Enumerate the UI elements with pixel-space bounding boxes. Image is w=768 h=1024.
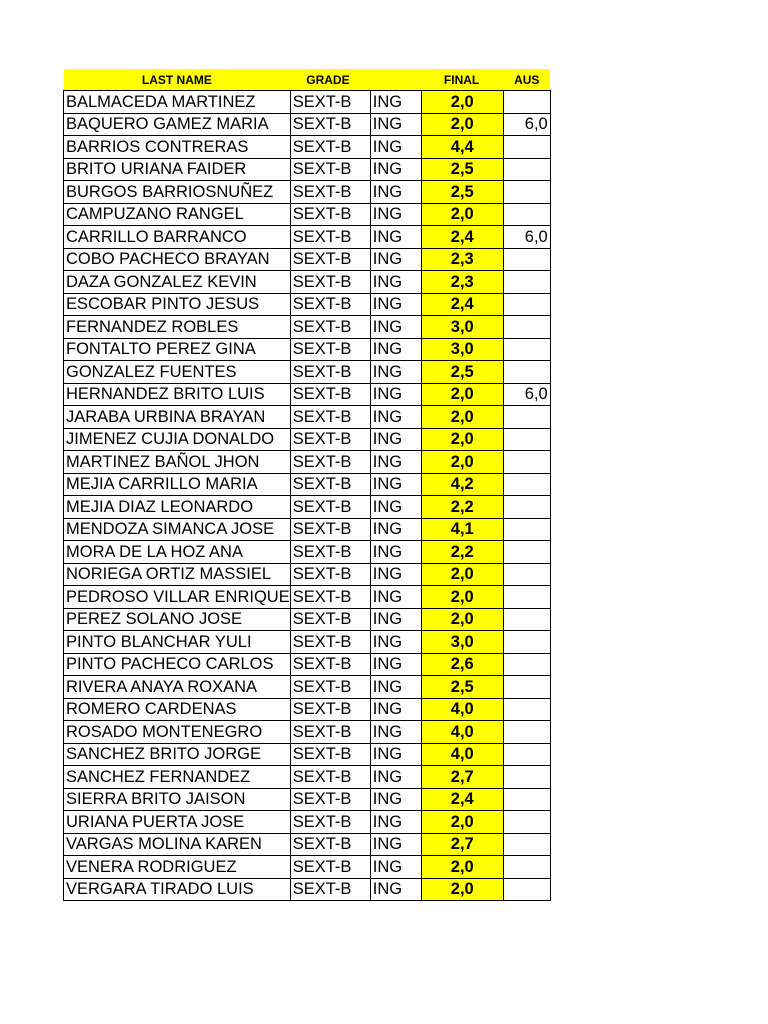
cell-subject[interactable]: ING — [370, 608, 421, 631]
header-row — [64, 69, 551, 91]
table-row — [64, 811, 551, 834]
table-row — [64, 203, 551, 226]
cell-final[interactable]: 4,2 — [421, 473, 503, 496]
cell-grade[interactable]: SEXT-B — [290, 338, 370, 361]
cell-grade[interactable]: SEXT-B — [290, 541, 370, 564]
cell-last-name[interactable]: VERGARA TIRADO LUIS — [64, 878, 291, 901]
cell-last-name[interactable]: BARRIOS CONTRERAS — [64, 136, 291, 159]
cell-grade[interactable]: SEXT-B — [290, 293, 370, 316]
cell-last-name[interactable]: PINTO PACHECO CARLOS — [64, 653, 291, 676]
cell-grade[interactable]: SEXT-B — [290, 608, 370, 631]
cell-grade[interactable]: SEXT-B — [290, 451, 370, 474]
cell-final[interactable]: 3,0 — [421, 316, 503, 339]
cell-final[interactable]: 2,0 — [421, 586, 503, 609]
cell-aus[interactable] — [503, 473, 550, 496]
cell-subject[interactable]: ING — [370, 181, 421, 204]
cell-subject[interactable]: ING — [370, 563, 421, 586]
cell-grade[interactable]: SEXT-B — [290, 361, 370, 384]
cell-aus[interactable] — [503, 361, 550, 384]
cell-last-name[interactable]: RIVERA ANAYA ROXANA — [64, 676, 291, 699]
table-row — [64, 856, 551, 879]
cell-final[interactable]: 2,0 — [421, 811, 503, 834]
cell-subject[interactable]: ING — [370, 361, 421, 384]
cell-aus[interactable] — [503, 878, 550, 901]
table-row — [64, 698, 551, 721]
cell-final[interactable]: 2,0 — [421, 608, 503, 631]
cell-final[interactable]: 2,5 — [421, 676, 503, 699]
cell-final[interactable]: 2,7 — [421, 833, 503, 856]
table-row — [64, 158, 551, 181]
cell-subject[interactable]: ING — [370, 676, 421, 699]
cell-final[interactable]: 2,3 — [421, 271, 503, 294]
cell-subject[interactable]: ING — [370, 721, 421, 744]
cell-final[interactable]: 4,4 — [421, 136, 503, 159]
cell-final[interactable]: 2,4 — [421, 226, 503, 249]
cell-last-name[interactable]: BALMACEDA MARTINEZ — [64, 91, 291, 114]
cell-final[interactable]: 2,0 — [421, 428, 503, 451]
cell-subject[interactable]: ING — [370, 788, 421, 811]
table-row — [64, 451, 551, 474]
cell-aus[interactable] — [503, 271, 550, 294]
table-row — [64, 113, 551, 136]
cell-subject[interactable]: ING — [370, 203, 421, 226]
cell-aus[interactable] — [503, 406, 550, 429]
cell-subject[interactable]: ING — [370, 383, 421, 406]
table-row — [64, 428, 551, 451]
cell-aus[interactable] — [503, 158, 550, 181]
cell-subject[interactable]: ING — [370, 541, 421, 564]
cell-aus[interactable] — [503, 496, 550, 519]
cell-subject[interactable]: ING — [370, 473, 421, 496]
cell-subject[interactable]: ING — [370, 91, 421, 114]
table-row — [64, 878, 551, 901]
cell-aus[interactable] — [503, 293, 550, 316]
cell-subject[interactable]: ING — [370, 766, 421, 789]
cell-subject[interactable]: ING — [370, 878, 421, 901]
table-row — [64, 743, 551, 766]
cell-subject[interactable]: ING — [370, 293, 421, 316]
cell-final[interactable]: 2,0 — [421, 113, 503, 136]
cell-last-name[interactable]: NORIEGA ORTIZ MASSIEL — [64, 563, 291, 586]
cell-last-name[interactable]: COBO PACHECO BRAYAN — [64, 248, 291, 271]
cell-last-name[interactable]: SANCHEZ BRITO JORGE — [64, 743, 291, 766]
cell-aus[interactable]: 6,0 — [503, 226, 550, 249]
table-row — [64, 383, 551, 406]
table-row — [64, 586, 551, 609]
cell-last-name[interactable]: GONZALEZ FUENTES — [64, 361, 291, 384]
cell-aus[interactable]: 6,0 — [503, 383, 550, 406]
cell-last-name[interactable]: VARGAS MOLINA KAREN — [64, 833, 291, 856]
table-row — [64, 496, 551, 519]
cell-aus[interactable] — [503, 181, 550, 204]
cell-final[interactable]: 2,7 — [421, 766, 503, 789]
cell-grade[interactable]: SEXT-B — [290, 766, 370, 789]
cell-grade[interactable]: SEXT-B — [290, 518, 370, 541]
cell-subject[interactable]: ING — [370, 743, 421, 766]
cell-subject[interactable]: ING — [370, 451, 421, 474]
cell-grade[interactable]: SEXT-B — [290, 91, 370, 114]
cell-grade[interactable]: SEXT-B — [290, 563, 370, 586]
cell-grade[interactable]: SEXT-B — [290, 203, 370, 226]
table-row — [64, 136, 551, 159]
cell-final[interactable]: 4,0 — [421, 698, 503, 721]
table-row — [64, 653, 551, 676]
header-subject — [370, 69, 421, 91]
cell-last-name[interactable]: HERNANDEZ BRITO LUIS — [64, 383, 291, 406]
cell-aus[interactable] — [503, 653, 550, 676]
cell-final[interactable]: 4,0 — [421, 721, 503, 744]
cell-final[interactable]: 2,0 — [421, 383, 503, 406]
cell-final[interactable]: 4,1 — [421, 518, 503, 541]
table-row — [64, 338, 551, 361]
cell-subject[interactable]: ING — [370, 631, 421, 654]
cell-grade[interactable]: SEXT-B — [290, 181, 370, 204]
cell-aus[interactable] — [503, 586, 550, 609]
cell-last-name[interactable]: SIERRA BRITO JAISON — [64, 788, 291, 811]
table-row — [64, 248, 551, 271]
cell-aus[interactable] — [503, 518, 550, 541]
cell-aus[interactable] — [503, 136, 550, 159]
cell-grade[interactable]: SEXT-B — [290, 653, 370, 676]
cell-last-name[interactable]: SANCHEZ FERNANDEZ — [64, 766, 291, 789]
cell-final[interactable]: 2,5 — [421, 158, 503, 181]
cell-final[interactable]: 2,2 — [421, 541, 503, 564]
cell-last-name[interactable]: MEJIA CARRILLO MARIA — [64, 473, 291, 496]
table-row — [64, 608, 551, 631]
cell-last-name[interactable]: MEJIA DIAZ LEONARDO — [64, 496, 291, 519]
table-row — [64, 721, 551, 744]
cell-grade[interactable]: SEXT-B — [290, 743, 370, 766]
cell-aus[interactable] — [503, 338, 550, 361]
cell-last-name[interactable]: ROSADO MONTENEGRO — [64, 721, 291, 744]
cell-grade[interactable]: SEXT-B — [290, 586, 370, 609]
cell-subject[interactable]: ING — [370, 226, 421, 249]
cell-aus[interactable] — [503, 608, 550, 631]
cell-subject[interactable]: ING — [370, 496, 421, 519]
table-row — [64, 293, 551, 316]
cell-aus[interactable] — [503, 811, 550, 834]
table-row — [64, 271, 551, 294]
cell-final[interactable]: 4,0 — [421, 743, 503, 766]
cell-aus[interactable] — [503, 316, 550, 339]
cell-final[interactable]: 3,0 — [421, 338, 503, 361]
cell-last-name[interactable]: PEDROSO VILLAR ENRIQUE — [64, 586, 291, 609]
table-row — [64, 226, 551, 249]
cell-grade[interactable]: SEXT-B — [290, 721, 370, 744]
cell-aus[interactable] — [503, 248, 550, 271]
cell-grade[interactable]: SEXT-B — [290, 428, 370, 451]
cell-last-name[interactable]: CAMPUZANO RANGEL — [64, 203, 291, 226]
table-row — [64, 181, 551, 204]
table-row — [64, 563, 551, 586]
cell-last-name[interactable]: JARABA URBINA BRAYAN — [64, 406, 291, 429]
table-row — [64, 788, 551, 811]
cell-aus[interactable] — [503, 203, 550, 226]
cell-last-name[interactable]: VENERA RODRIGUEZ — [64, 856, 291, 879]
cell-aus[interactable] — [503, 91, 550, 114]
cell-final[interactable]: 2,4 — [421, 293, 503, 316]
cell-grade[interactable]: SEXT-B — [290, 878, 370, 901]
cell-aus[interactable] — [503, 541, 550, 564]
grades-sheet — [63, 69, 551, 901]
header-grade: GRADE — [290, 69, 370, 91]
cell-aus[interactable]: 6,0 — [503, 113, 550, 136]
cell-subject[interactable]: ING — [370, 518, 421, 541]
cell-subject[interactable]: ING — [370, 428, 421, 451]
cell-grade[interactable]: SEXT-B — [290, 698, 370, 721]
cell-final[interactable]: 3,0 — [421, 631, 503, 654]
cell-final[interactable]: 2,6 — [421, 653, 503, 676]
table-row — [64, 676, 551, 699]
cell-last-name[interactable]: JIMENEZ CUJIA DONALDO — [64, 428, 291, 451]
grades-table — [63, 69, 551, 901]
cell-grade[interactable]: SEXT-B — [290, 406, 370, 429]
cell-last-name[interactable]: ESCOBAR PINTO JESUS — [64, 293, 291, 316]
cell-subject[interactable]: ING — [370, 158, 421, 181]
cell-subject[interactable]: ING — [370, 653, 421, 676]
cell-subject[interactable]: ING — [370, 811, 421, 834]
cell-grade[interactable]: SEXT-B — [290, 811, 370, 834]
cell-final[interactable]: 2,0 — [421, 406, 503, 429]
cell-aus[interactable] — [503, 428, 550, 451]
header-final: FINAL — [421, 69, 503, 91]
cell-last-name[interactable]: ROMERO CARDENAS — [64, 698, 291, 721]
header-last-name: LAST NAME — [64, 69, 291, 91]
cell-aus[interactable] — [503, 788, 550, 811]
cell-aus[interactable] — [503, 833, 550, 856]
cell-final[interactable]: 2,4 — [421, 788, 503, 811]
cell-last-name[interactable]: PEREZ SOLANO JOSE — [64, 608, 291, 631]
cell-subject[interactable]: ING — [370, 316, 421, 339]
cell-final[interactable]: 2,0 — [421, 91, 503, 114]
cell-last-name[interactable]: MARTINEZ BAÑOL JHON — [64, 451, 291, 474]
cell-subject[interactable]: ING — [370, 113, 421, 136]
cell-final[interactable]: 2,5 — [421, 181, 503, 204]
cell-subject[interactable]: ING — [370, 406, 421, 429]
table-row — [64, 541, 551, 564]
cell-last-name[interactable]: MENDOZA SIMANCA JOSE — [64, 518, 291, 541]
cell-grade[interactable]: SEXT-B — [290, 383, 370, 406]
cell-aus[interactable] — [503, 856, 550, 879]
table-row — [64, 316, 551, 339]
cell-grade[interactable]: SEXT-B — [290, 788, 370, 811]
cell-last-name[interactable]: MORA DE LA HOZ ANA — [64, 541, 291, 564]
cell-grade[interactable]: SEXT-B — [290, 226, 370, 249]
cell-last-name[interactable]: URIANA PUERTA JOSE — [64, 811, 291, 834]
cell-last-name[interactable]: BRITO URIANA FAIDER — [64, 158, 291, 181]
cell-aus[interactable] — [503, 631, 550, 654]
cell-last-name[interactable]: BURGOS BARRIOSNUÑEZ — [64, 181, 291, 204]
cell-last-name[interactable]: BAQUERO GAMEZ MARIA — [64, 113, 291, 136]
table-row — [64, 473, 551, 496]
cell-subject[interactable]: ING — [370, 833, 421, 856]
cell-grade[interactable]: SEXT-B — [290, 316, 370, 339]
cell-aus[interactable] — [503, 721, 550, 744]
table-row — [64, 766, 551, 789]
cell-subject[interactable]: ING — [370, 248, 421, 271]
cell-aus[interactable] — [503, 451, 550, 474]
cell-grade[interactable]: SEXT-B — [290, 158, 370, 181]
table-body — [64, 91, 551, 901]
table-row — [64, 361, 551, 384]
table-row — [64, 833, 551, 856]
cell-subject[interactable]: ING — [370, 586, 421, 609]
cell-grade[interactable]: SEXT-B — [290, 248, 370, 271]
cell-final[interactable]: 2,0 — [421, 451, 503, 474]
cell-grade[interactable]: SEXT-B — [290, 631, 370, 654]
cell-final[interactable]: 2,3 — [421, 248, 503, 271]
cell-grade[interactable]: SEXT-B — [290, 833, 370, 856]
cell-subject[interactable]: ING — [370, 856, 421, 879]
cell-last-name[interactable]: FONTALTO PEREZ GINA — [64, 338, 291, 361]
table-row — [64, 91, 551, 114]
cell-aus[interactable] — [503, 563, 550, 586]
cell-last-name[interactable]: PINTO BLANCHAR YULI — [64, 631, 291, 654]
cell-subject[interactable]: ING — [370, 136, 421, 159]
cell-final[interactable]: 2,0 — [421, 203, 503, 226]
table-row — [64, 631, 551, 654]
cell-last-name[interactable]: CARRILLO BARRANCO — [64, 226, 291, 249]
cell-last-name[interactable]: FERNANDEZ ROBLES — [64, 316, 291, 339]
cell-aus[interactable] — [503, 698, 550, 721]
cell-final[interactable]: 2,5 — [421, 361, 503, 384]
cell-grade[interactable]: SEXT-B — [290, 113, 370, 136]
cell-grade[interactable]: SEXT-B — [290, 271, 370, 294]
cell-subject[interactable]: ING — [370, 271, 421, 294]
cell-aus[interactable] — [503, 743, 550, 766]
cell-final[interactable]: 2,0 — [421, 878, 503, 901]
cell-aus[interactable] — [503, 676, 550, 699]
cell-grade[interactable]: SEXT-B — [290, 473, 370, 496]
cell-final[interactable]: 2,0 — [421, 563, 503, 586]
header-aus: AUS — [503, 69, 550, 91]
cell-aus[interactable] — [503, 766, 550, 789]
cell-final[interactable]: 2,0 — [421, 856, 503, 879]
cell-grade[interactable]: SEXT-B — [290, 856, 370, 879]
cell-last-name[interactable]: DAZA GONZALEZ KEVIN — [64, 271, 291, 294]
cell-grade[interactable]: SEXT-B — [290, 496, 370, 519]
cell-final[interactable]: 2,2 — [421, 496, 503, 519]
cell-grade[interactable]: SEXT-B — [290, 136, 370, 159]
cell-subject[interactable]: ING — [370, 338, 421, 361]
cell-grade[interactable]: SEXT-B — [290, 676, 370, 699]
table-row — [64, 518, 551, 541]
cell-subject[interactable]: ING — [370, 698, 421, 721]
table-row — [64, 406, 551, 429]
